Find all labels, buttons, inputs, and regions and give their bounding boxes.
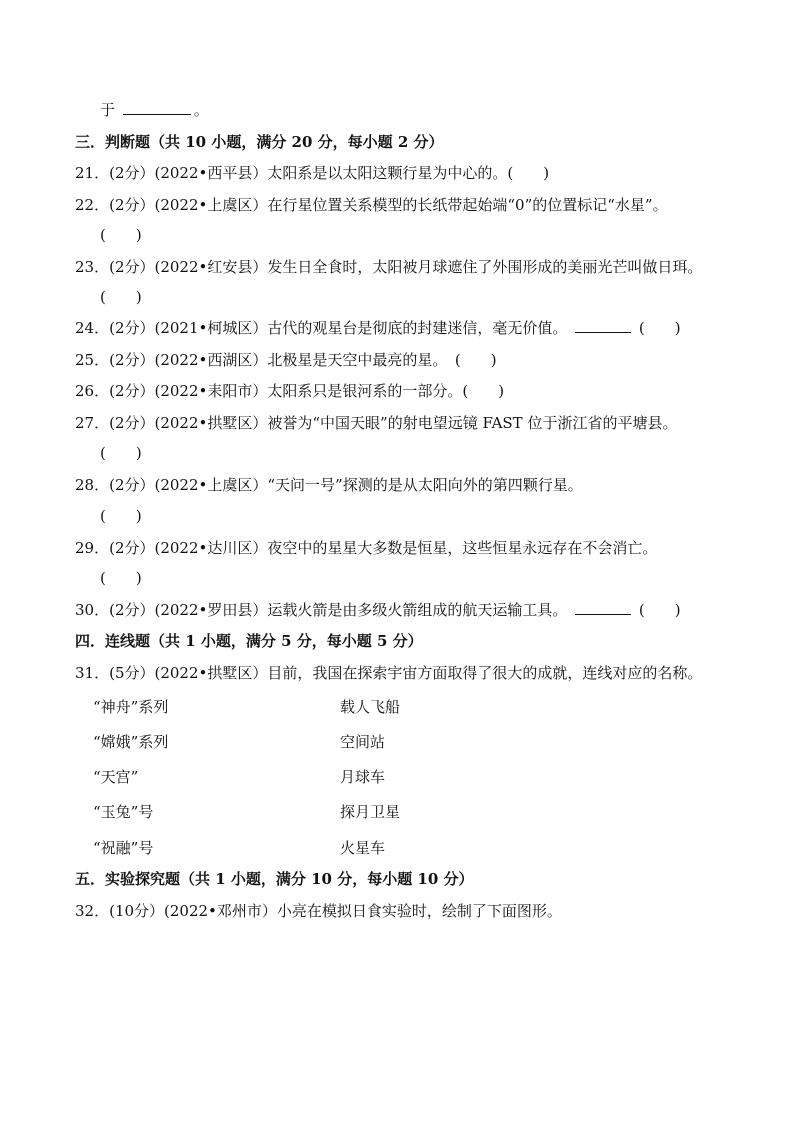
question-31: 31．(5分）(2022•拱墅区）目前，我国在探索宇宙方面取得了很大的成就，连线对应的名称。	[75, 664, 703, 682]
question-24	[75, 318, 681, 338]
question-24-text: 24．(2分）(2021•柯城区）古代的观星台是彻底的封建迷信，毫无价值。	[75, 319, 568, 337]
question-30-text: 30．(2分）(2022•罗田县）运载火箭是由多级火箭组成的航天运输工具。	[75, 601, 568, 619]
section-title-matching: 四．连线题（共 1 小题，满分 5 分，每小题 5 分）	[75, 632, 423, 650]
question-28: 28．(2分）(2022•上虞区）“天问一号”探测的是从太阳向外的第四颗行星。	[75, 476, 583, 494]
question-30	[75, 600, 681, 620]
question-22-answer-paren[interactable]: ( )	[100, 226, 142, 244]
question-24-answer-paren[interactable]: ( )	[638, 319, 681, 337]
question-27: 27．(2分）(2022•拱墅区）被誉为“中国天眼”的射电望远镜 FAST 位于浙江省的平塘县。	[75, 414, 678, 432]
question-22: 22．(2分）(2022•上虞区）在行星位置关系模型的长纸带起始端“0”的位置标记“水星”。	[75, 196, 668, 214]
question-29: 29．(2分）(2022•达川区）夜空中的星星大多数是恒星，这些恒星永远存在不会消亡。	[75, 539, 658, 557]
answer-blank[interactable]	[575, 600, 631, 615]
match-left-item[interactable]: “玉兔”号	[93, 803, 154, 821]
match-right-item[interactable]: 火星车	[340, 839, 386, 857]
q20-suffix: 。	[193, 101, 209, 119]
section-title-judgement: 三．判断题（共 10 小题，满分 20 分，每小题 2 分）	[75, 133, 444, 151]
question-27-answer-paren[interactable]: ( )	[100, 444, 142, 462]
question-25: 25．(2分）(2022•西湖区）北极星是天空中最亮的星。 ( )	[75, 351, 497, 369]
match-left-item[interactable]: “神舟”系列	[93, 698, 169, 716]
question-28-answer-paren[interactable]: ( )	[100, 507, 142, 525]
match-right-item[interactable]: 探月卫星	[340, 803, 401, 821]
question-29-answer-paren[interactable]: ( )	[100, 569, 142, 587]
match-left-item[interactable]: “祝融”号	[93, 839, 154, 857]
q20-tail-line	[100, 100, 209, 120]
question-32: 32．(10分）(2022•邓州市）小亮在模拟日食实验时，绘制了下面图形。	[75, 902, 562, 920]
section-title-experiment: 五．实验探究题（共 1 小题，满分 10 分，每小题 10 分）	[75, 870, 474, 888]
question-26: 26．(2分）(2022•耒阳市）太阳系只是银河系的一部分。( )	[75, 382, 505, 400]
match-right-item[interactable]: 月球车	[340, 768, 386, 786]
q20-prefix: 于	[100, 101, 116, 119]
question-21: 21．(2分）(2022•西平县）太阳系是以太阳这颗行星为中心的。( )	[75, 164, 550, 182]
match-right-item[interactable]: 载人飞船	[340, 698, 401, 716]
answer-blank[interactable]	[575, 318, 631, 333]
match-right-item[interactable]: 空间站	[340, 733, 386, 751]
question-23-answer-paren[interactable]: ( )	[100, 288, 142, 306]
question-30-answer-paren[interactable]: ( )	[638, 601, 681, 619]
match-left-item[interactable]: “天宫”	[93, 768, 139, 786]
question-23: 23．(2分）(2022•红安县）发生日全食时，太阳被月球遮住了外围形成的美丽光芒叫做日珥。	[75, 258, 703, 276]
answer-blank[interactable]	[123, 100, 191, 115]
match-left-item[interactable]: “嫦娥”系列	[93, 733, 169, 751]
